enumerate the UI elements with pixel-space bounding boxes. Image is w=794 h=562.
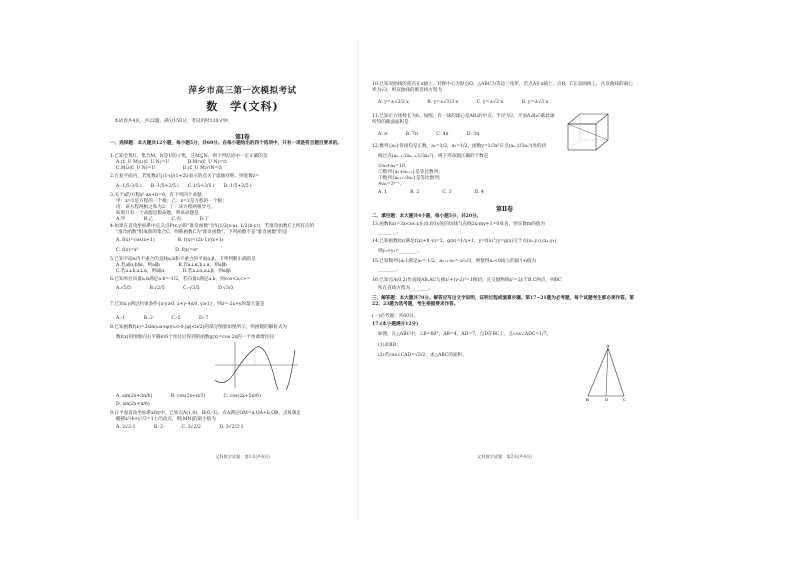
q12-item-3: ③数列{aₙ₊₁-3aₙ}是等比数列； [378, 176, 444, 181]
q17-part1: (1)求BD； [378, 343, 401, 348]
q9: 9.在平面直角坐标系xOy中，已知点A(1,0)，B(0,-1)，点A满足OM=a,OA+b,OB，点N满足 [110, 411, 301, 416]
section2-header: 第Ⅱ卷 [495, 206, 514, 213]
q4: 4.如果在直角坐标系中定义点P(x,y)的"准奇函数"为Y(1/2(x-a), 1/2(b-y))，若准奇函数C上所有点的 [110, 224, 315, 229]
part3-header: 三、解答题：本大题共70分。解答应写出文字说明，证明过程或演算步骤。第17~21题为必考题，每个试题考生都必须作答。第22、23题为选考题，考生根据要求作答。 [372, 296, 634, 307]
q12-item-2: ②数列{aₙ+aₙ₊₁}是等比数列； [378, 170, 443, 175]
triangle-figure [584, 344, 628, 402]
q13-blank: ________。 [378, 230, 401, 235]
q1-options: A.(∁_U M)∪(∁_U N)=U B.M∩(∁_U N)=∅ [116, 160, 228, 165]
right-footer: 文科数学试题 第2页(共4页) [477, 454, 532, 459]
fig-label-d: D [605, 397, 609, 402]
q9-options: A. 2√2-1 B. 2 C. 3√2/2 D. 3√2/2-1 [116, 425, 244, 430]
q14-line-b: 则y₁+y₂=________。 [378, 249, 423, 254]
q11: 11.已知正方体棱长为6，如图，有一球的球心是AB₁的中点，半径为2，平面A₁B₁C截此球所得的截面面积是 [372, 114, 555, 125]
q2: 2.在复平面内，若复数z与(1-i)/(1+2i)表示的点关于虚轴对称，则复数z= [110, 174, 260, 179]
q14: 14.已知函数f(x)满足f(x)+f(-x)=2，g(x)=1/x+1，y=f(x)与y=g(x)交于点(x₁,y₁),(x₂,y₂)， [372, 239, 561, 244]
q16: 16.已知点A(0,2)作直线AB,AC与圆x²+(y-2)²=1相切，且交抛物线x²=2y于B,C两点，则BC [372, 278, 562, 283]
right-page [372, 40, 637, 520]
section1-header: 第Ⅰ卷 [235, 134, 250, 141]
q4-options: A. f(x)=cos(x+1) B. f(x)=(2x-1)/(x+1) [116, 238, 224, 243]
q8: 8.已知函数f(x)=2sin(ωx+φ)(ω>0,|φ|<π/2)的部分图象如图所示，则函数的解析式为 [110, 325, 288, 330]
q15-blank: ________。 [378, 267, 401, 272]
part2-header: 二、填空题：本大题共4小题，每小题5分，共20分。 [372, 214, 482, 219]
part3-subheader: (一)必考题：共60分。 [372, 314, 419, 319]
q8-options-2: D. sin(2x+π/6) [116, 402, 150, 407]
q10-options: A. y=±√2/2 x B. y=±√3/3 x C. y=±√2 x D. y=±√3 x [378, 100, 549, 105]
fig-label-a: A [606, 344, 610, 348]
q8-line-b: 数f(x)的图象向右平移π/6个单位后得到的函数g(x)=cos 2x的一个单调增区间 [116, 335, 274, 340]
q1: 1.已知全集U，集合M，N是U的子集，且M⊆N，则下列结论中一定正确的是 [110, 154, 268, 159]
q5: 5.已知平面α内不重合的直线a,b和不重合的平面α,β，下列判断正确的是 [110, 257, 256, 262]
q16-line-b: 所在直线方程为________。 [378, 286, 434, 291]
fig-label-c: C [623, 397, 627, 402]
q12-item-1: ①a₃+a₄=10； [378, 164, 410, 169]
q2-options: A.-1/5-3/5 i B.-1/5+3/5 i C.1/5+3/5 i D.-1/5+3/5 i [116, 184, 252, 189]
left-footer: 文科数学试题 第1页(共4页) [215, 454, 270, 459]
q5-options-2: C.若a⊥b,a⊥α，则b∥α D.若a⊥α,a⊥β，则α∥β [116, 269, 231, 274]
part1-header: 一、选择题：本大题共12小题，每小题5分，共60分。在每小题给出的四个选项中，只有一项是符合题目要求的。 [110, 141, 342, 146]
cube-figure [564, 110, 612, 152]
q4-options-2: C. f(x)=x³ D. f(x)=eˣ [116, 248, 199, 253]
exam-title: 萍乡市高三第一次模拟考试 [188, 86, 297, 96]
q12: 12.数列{aₙ}各项均是正数，a₁=1/2，a₂=1/2，函数y=1/3x³在点(aₙ,1/3aₙ³)处的切 [372, 144, 547, 149]
q9-line-b: 椭圆x²/4+y²/3=1上的动点，则|MN|的最小值为 [116, 417, 216, 422]
q12-options: A. 1 B. 2 C. 3 D. 4 [378, 190, 484, 195]
q12-line-b: 线过点(aₙ₋₁-2aₙ₋₁,1/3aₙ³)，则下列命题正确的个数是 [378, 154, 489, 159]
q3: 3.关于x的方程x²-ax+b=0，有下列四个命题： [110, 193, 207, 198]
sine-graph-figure [210, 340, 300, 390]
q17-part2: (2)若cos∠CAD=√3/2，求△ABC的面积。 [378, 353, 467, 358]
q6-options: A.√5/5 B.√2/5 C.-√3/5 D.√3/3 [116, 286, 234, 291]
q3-options: A.甲 B.乙 C.丙 D.丁 [116, 217, 209, 222]
subject-title: 数 学(文科) [206, 100, 279, 113]
q7: 7.已知x,y满足约束条件{x-y≥0, x+y-4≤0, y≥1}，则z=-2x+y的最大值是 [110, 302, 265, 307]
left-page [110, 40, 375, 520]
q6: 6.已知单位向量a,b满足a·b=-1/2，若向量c满足a,b，则cos<a,c>= [110, 277, 251, 282]
q12-item-4: ④aₙ=3ⁿ⁻¹。 [378, 182, 405, 187]
q3-line-b: 丙：该方程两根之和为2；丁：该方程两根异号。 [116, 205, 216, 210]
q7-options: A.-1 B.-2 C.-5 D.-7 [116, 316, 209, 321]
q3-line-a: 甲：x=1是方程的一个根；乙：x=3是方程的一个根； [116, 199, 227, 204]
q1-options-2: C.M∪(∁_U N)=U D.(∁_U M)∩N=∅ [116, 166, 223, 171]
fig-label-b: B [586, 397, 589, 402]
notice: 本试卷共4页，共22题。满分150分，考试用时120分钟。 [114, 119, 233, 124]
q10: 10.已知双曲线的焦点在x轴上，对称中心为原点O，△ABC为等边三角形，若点A在x轴上，点B，C在双曲线上，且双曲线的离心率为√3，则双曲线的渐近线方程为 [372, 82, 633, 93]
q3-line-c: 如果只有一个命题是假命题，则该命题是 [116, 211, 199, 216]
q17-header: 17.(本小题满分12分) [372, 322, 419, 327]
q15: 15.已知数列{aₙ}满足a₁=-1/2，aₙ₊₁-aₙ=-a²ₙ/3，则使得aₙ<0成立的最小n值为 [372, 259, 537, 264]
q5-options: A.若a∥α,b∥α，则a∥b B.若a⊥α,b⊥α，则a∥b [116, 263, 227, 268]
q13: 13.函数f(x)=3x-cos x在(0,f(0))处的切线与直线2x-my+1=0垂直，则实数m的值为 [372, 222, 546, 227]
q17-statement: 如图，在△ABC中，∠B=60°，AB=4，AD=7，点D在BC上，且cos∠ADC=1/7。 [378, 332, 552, 337]
q11-options: A. π B. 7π C. 4π D. 3π [378, 132, 480, 137]
q4-line-b: "准奇函数"组成新的集合C，则称函数C为"准奇函数"。下列函数不是"准奇函数"的是 [116, 230, 288, 235]
q8-options: A. sin(2x+3π/6) B. cos(2x+π/3) C. cos(2x+5π/6) [116, 394, 261, 399]
